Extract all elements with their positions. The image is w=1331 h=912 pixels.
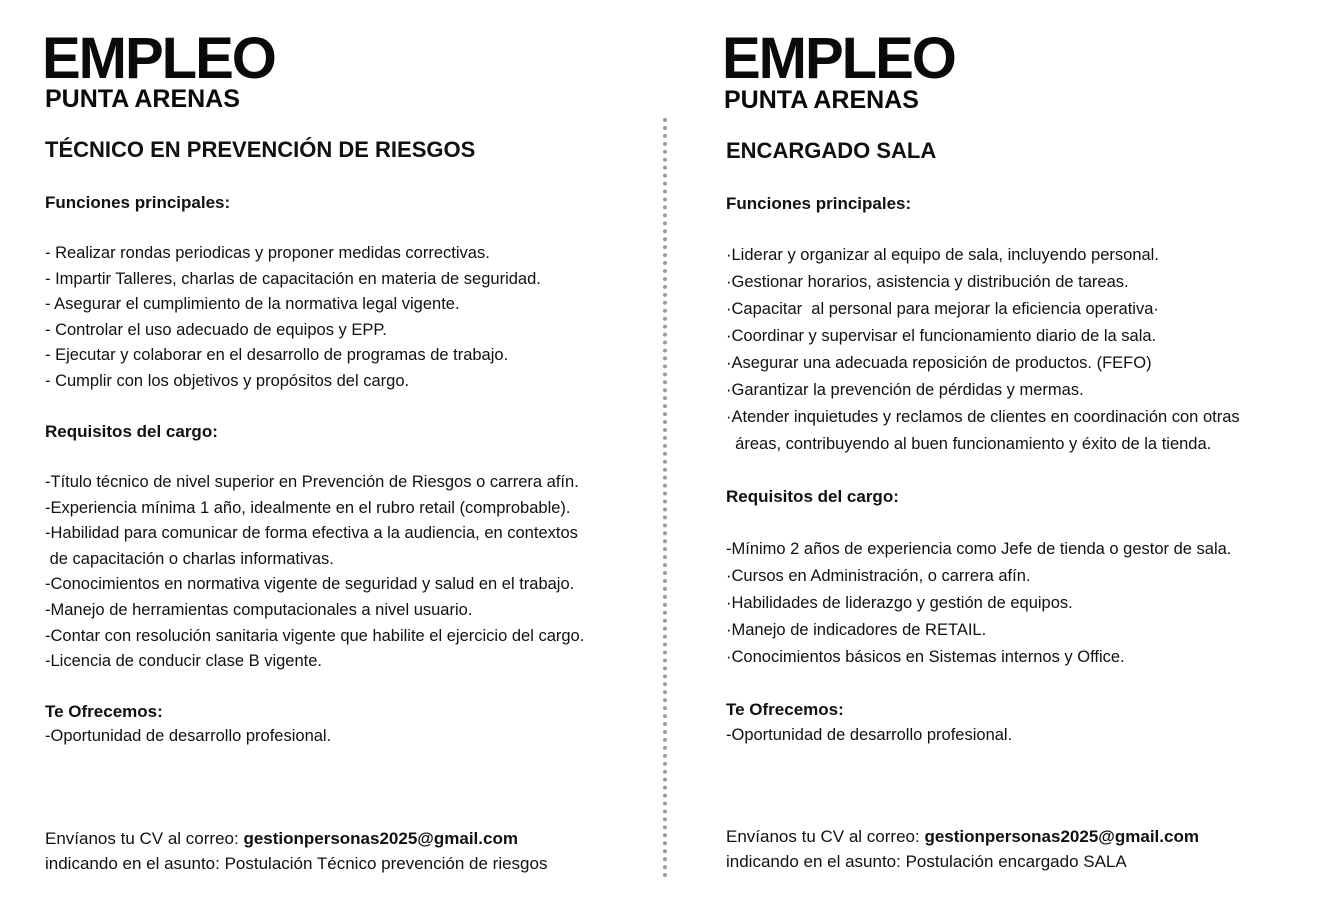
job-posting-right	[680, 0, 1331, 912]
job-title: TÉCNICO EN PREVENCIÓN DE RIESGOS	[45, 137, 476, 162]
list-item: -Contar con resolución sanitaria vigente que habilite el ejercicio del cargo.	[45, 626, 585, 645]
requirements-list	[45, 470, 584, 675]
list-item: -Manejo de herramientas computacionales a nivel usuario.	[45, 600, 473, 619]
dotted-divider	[663, 118, 667, 878]
offer-heading	[45, 701, 163, 723]
list-item: ·Conocimientos básicos en Sistemas internos y Office.	[726, 648, 1125, 666]
functions-list	[45, 241, 541, 395]
functions-heading	[726, 193, 911, 215]
list-item: - Impartir Talleres, charlas de capacitación en materia de seguridad.	[45, 269, 541, 288]
cv-instruction	[45, 826, 518, 852]
list-item: ·Gestionar horarios, asistencia y distribución de tareas.	[726, 273, 1129, 291]
list-item: -Oportunidad de desarrollo profesional.	[726, 726, 1013, 744]
requirements-list	[726, 536, 1231, 671]
requirements-heading	[45, 421, 218, 443]
list-item: - Controlar el uso adecuado de equipos y EPP.	[45, 320, 387, 339]
list-item: ·Cursos en Administración, o carrera afín.	[726, 567, 1031, 585]
functions-heading-label: Funciones principales:	[726, 194, 912, 213]
list-item: -Mínimo 2 años de experiencia como Jefe de tienda o gestor de sala.	[726, 540, 1232, 558]
cv-prefix: Envíanos tu CV al correo:	[726, 827, 925, 846]
cv-prefix: Envíanos tu CV al correo:	[45, 829, 244, 848]
location-subtitle: PUNTA ARENAS	[724, 86, 919, 114]
list-item: -Oportunidad de desarrollo profesional.	[45, 727, 332, 745]
list-item: ·Atender inquietudes y reclamos de clientes en coordinación con otras	[726, 408, 1240, 426]
location-subtitle: PUNTA ARENAS	[45, 85, 240, 113]
list-item: áreas, contribuyendo al buen funcionamiento y éxito de la tienda.	[726, 435, 1212, 453]
functions-heading	[45, 192, 230, 214]
brand-title: EMPLEO	[722, 26, 955, 91]
job-posting-left	[0, 0, 660, 912]
offer-heading-label: Te Ofrecemos:	[726, 700, 844, 719]
list-item: - Asegurar el cumplimiento de la normativa legal vigente.	[45, 295, 460, 314]
offer-heading	[726, 699, 844, 721]
list-item: ·Liderar y organizar al equipo de sala, incluyendo personal.	[726, 246, 1159, 264]
subject-instruction: indicando en el asunto: Postulación Técnico prevención de riesgos	[45, 854, 548, 873]
list-item: ·Manejo de indicadores de RETAIL.	[726, 621, 987, 639]
offer-list	[726, 722, 1012, 749]
cv-instruction	[726, 824, 1199, 850]
list-item: ·Asegurar una adecuada reposición de productos. (FEFO)	[726, 354, 1152, 372]
email-address: gestionpersonas2025@gmail.com	[924, 827, 1199, 846]
list-item: -Conocimientos en normativa vigente de seguridad y salud en el trabajo.	[45, 575, 575, 594]
requirements-heading-label: Requisitos del cargo:	[45, 422, 218, 441]
functions-heading-label: Funciones principales:	[45, 193, 231, 212]
list-item: ·Coordinar y supervisar el funcionamiento diario de la sala.	[726, 327, 1157, 345]
functions-list	[726, 242, 1240, 458]
list-item: -Habilidad para comunicar de forma efectiva a la audiencia, en contextos	[45, 524, 578, 543]
offer-list	[45, 724, 331, 750]
list-item: ·Capacitar al personal para mejorar la eficiencia operativa·	[726, 300, 1159, 318]
offer-heading-label: Te Ofrecemos:	[45, 702, 163, 721]
list-item: ·Habilidades de liderazgo y gestión de equipos.	[726, 594, 1073, 612]
list-item: -Título técnico de nivel superior en Prevención de Riesgos o carrera afín.	[45, 473, 579, 491]
list-item: - Cumplir con los objetivos y propósitos del cargo.	[45, 371, 410, 390]
requirements-heading-label: Requisitos del cargo:	[726, 487, 899, 506]
list-item: ·Garantizar la prevención de pérdidas y mermas.	[726, 381, 1084, 399]
list-item: de capacitación o charlas informativas.	[45, 549, 334, 568]
list-item: -Experiencia mínima 1 año, idealmente en el rubro retail (comprobable).	[45, 498, 571, 517]
email-address: gestionpersonas2025@gmail.com	[243, 829, 518, 848]
list-item: -Licencia de conducir clase B vigente.	[45, 652, 322, 671]
job-title: ENCARGADO SALA	[726, 138, 937, 163]
list-item: - Ejecutar y colaborar en el desarrollo de programas de trabajo.	[45, 346, 509, 365]
brand-title: EMPLEO	[42, 26, 275, 91]
requirements-heading	[726, 486, 899, 508]
list-item: - Realizar rondas periodicas y proponer medidas correctivas.	[45, 244, 490, 262]
subject-instruction: indicando en el asunto: Postulación encargado SALA	[726, 852, 1127, 871]
